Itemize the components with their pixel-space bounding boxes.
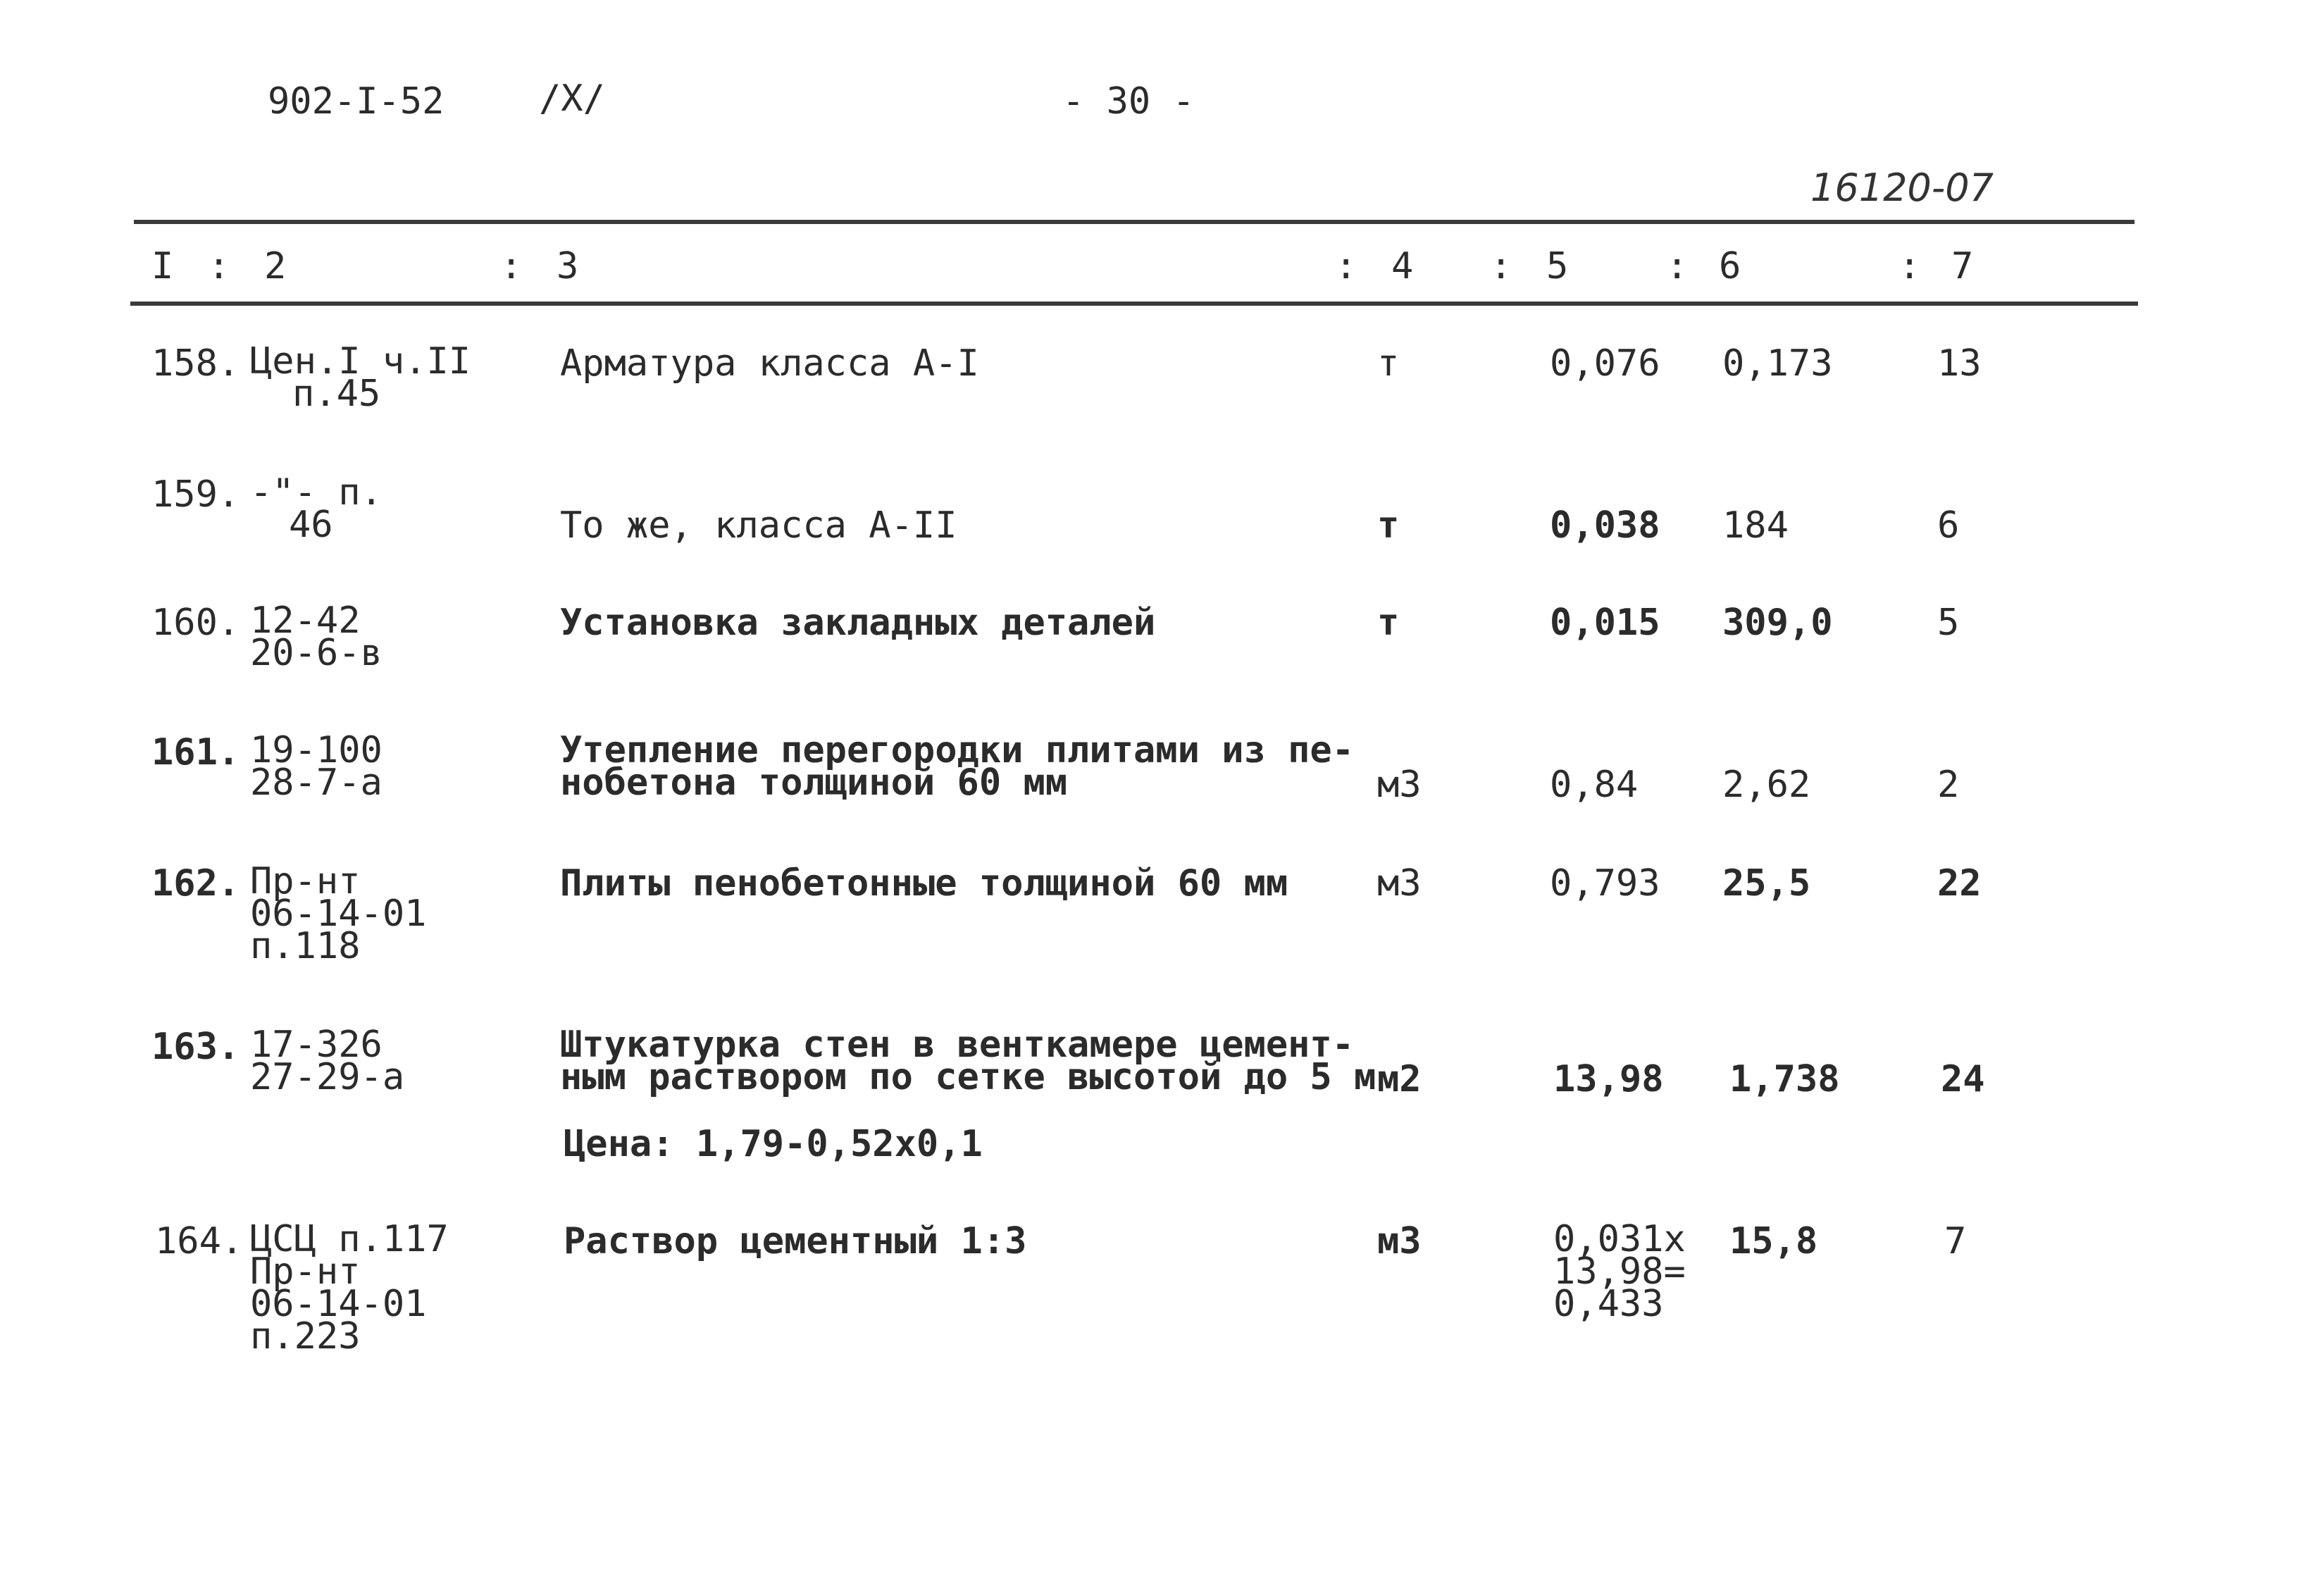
unit-price: 0,173: [1722, 342, 1833, 385]
norm-reference: 19-100 28-7-а: [250, 729, 383, 804]
quantity: 0,793: [1550, 862, 1660, 905]
work-description: Установка закладных деталей: [560, 602, 1156, 644]
header-separator: :: [1335, 245, 1357, 287]
header-col-2: 2: [264, 245, 287, 287]
header-separator: :: [1666, 245, 1689, 287]
quantity: 0,84: [1550, 764, 1639, 806]
norm-reference: Пр-нт 06-14-01 п.118: [250, 860, 427, 967]
header-col-4: 4: [1391, 245, 1414, 287]
table-header-rule: [130, 302, 2138, 306]
section-mark: /X/: [539, 77, 605, 120]
unit: т: [1377, 342, 1400, 385]
header-separator: :: [208, 245, 230, 287]
header-col-6: 6: [1719, 245, 1741, 287]
header-col-3: 3: [557, 245, 579, 287]
col7-value: 24: [1941, 1058, 1985, 1100]
row-number: 158.: [151, 342, 240, 385]
col7-value: 5: [1937, 602, 1960, 644]
unit-price: 309,0: [1722, 602, 1833, 644]
work-description: Утепление перегородки плитами из пе- нобетона толщиной 60 мм: [560, 729, 1355, 804]
unit-price: 25,5: [1722, 862, 1811, 905]
header-separator: :: [1899, 245, 1921, 287]
work-description: То же, класса А-II: [560, 504, 957, 547]
col7-value: 7: [1944, 1220, 1967, 1262]
norm-reference: ЦСЦ п.117 Пр-нт 06-14-01 п.223: [250, 1218, 449, 1358]
norm-reference: 12-42 20-6-в: [250, 600, 383, 674]
archive-stamp: 16120-07: [1810, 166, 1994, 210]
unit: м3: [1377, 862, 1422, 905]
row-number: 159.: [151, 473, 240, 516]
quantity: 0,038: [1550, 504, 1660, 547]
quantity: 13,98: [1553, 1058, 1664, 1100]
document-code: 902-I-52: [268, 80, 445, 123]
price-formula: Цена: 1,79-0,52х0,1: [564, 1123, 983, 1165]
unit-price: 184: [1722, 504, 1789, 547]
quantity: 0,015: [1550, 602, 1660, 644]
col7-value: 13: [1937, 342, 1982, 385]
norm-reference: -"- п. 46: [250, 471, 383, 546]
work-description: Раствор цементный 1:3: [564, 1220, 1027, 1262]
quantity: 0,031х 13,98= 0,433: [1553, 1218, 1686, 1325]
unit-price: 1,738: [1729, 1058, 1840, 1100]
unit: т: [1377, 602, 1400, 644]
header-separator: :: [500, 245, 523, 287]
work-description: Штукатурка стен в венткамере цемент- ным раствором по сетке высотой до 5 м: [560, 1024, 1377, 1098]
unit: м2: [1377, 1058, 1422, 1100]
unit-price: 2,62: [1722, 764, 1811, 806]
work-description: Плиты пенобетонные толщиной 60 мм: [560, 862, 1288, 905]
unit: м3: [1377, 1220, 1422, 1262]
col7-value: 22: [1937, 862, 1982, 905]
norm-reference: Цен.I ч.II п.45: [250, 340, 471, 415]
quantity: 0,076: [1550, 342, 1660, 385]
header-col-1: I: [151, 245, 174, 287]
header-col-7: 7: [1951, 245, 1974, 287]
unit-price: 15,8: [1729, 1220, 1818, 1262]
work-description: Арматура класса А-I: [560, 342, 979, 385]
norm-reference: 17-326 27-29-а: [250, 1024, 405, 1098]
row-number: 161.: [151, 731, 240, 774]
row-number: 162.: [151, 862, 240, 905]
col7-value: 6: [1937, 504, 1960, 547]
row-number: 160.: [151, 602, 240, 644]
row-number: 163.: [151, 1026, 240, 1068]
table-top-rule: [134, 220, 2135, 224]
header-separator: :: [1490, 245, 1512, 287]
col7-value: 2: [1937, 764, 1960, 806]
unit: т: [1377, 504, 1400, 547]
unit: м3: [1377, 764, 1422, 806]
page-number: - 30 -: [1062, 80, 1195, 123]
row-number: 164.: [155, 1220, 244, 1262]
header-col-5: 5: [1546, 245, 1569, 287]
